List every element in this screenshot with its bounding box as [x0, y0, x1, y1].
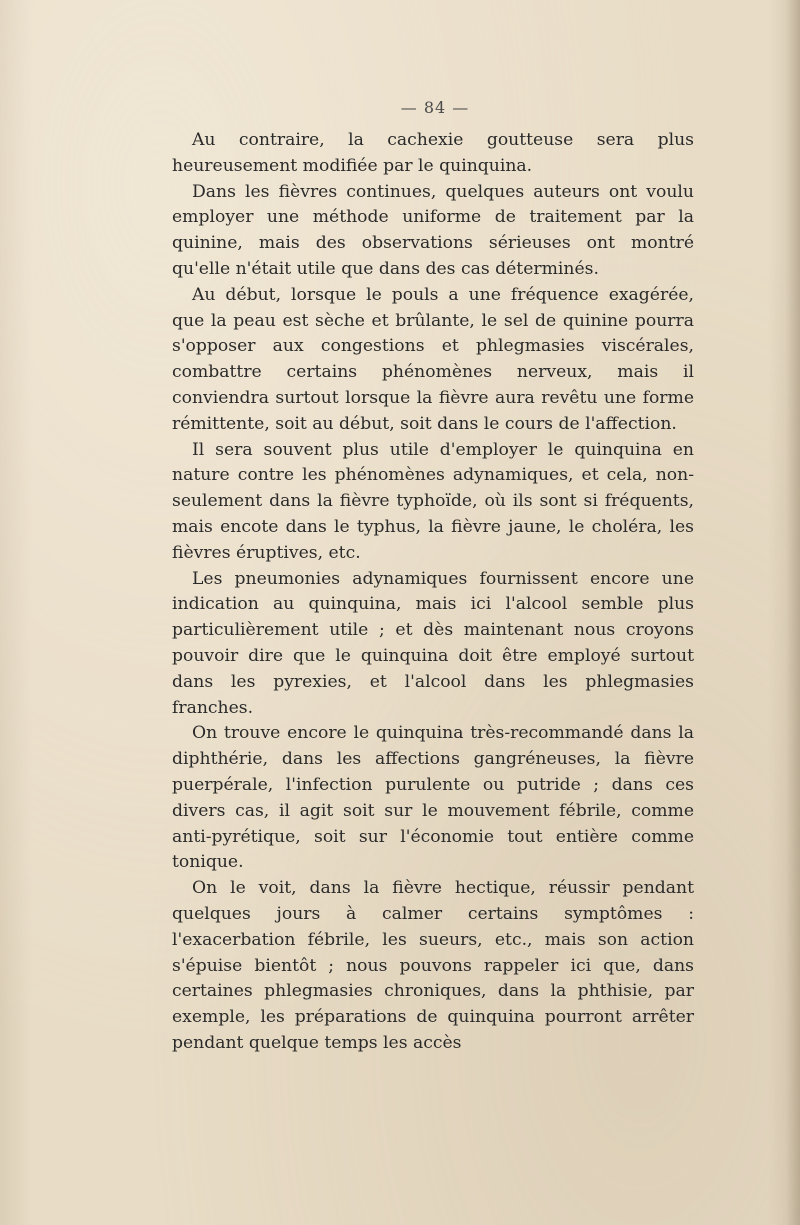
paragraph: On trouve encore le quinquina très-recommandé dans la diphthérie, dans les affections gangréneuses, la fièvre puerpérale, l'infection purulente ou putride ; dans ces divers cas, il agit soit sur le mouvement fébrile, comme anti-pyrétique, soit sur l'économie tout entière comme tonique. — [172, 723, 694, 873]
page-edge-shadow — [786, 0, 800, 1225]
paragraph: Il sera souvent plus utile d'employer le quinquina en nature contre les phénomènes adynamiques, et cela, non-seulement dans la fièvre typhoïde, où ils sont si fréquents, mais encote dans le typhus, la fièvre jaune, le choléra, les fièvres éruptives, etc. — [172, 439, 694, 563]
paragraph: Les pneumonies adynamiques fournissent encore une indication au quinquina, mais ici l'alcool semble plus particulièrement utile ; et dès maintenant nous croyons pouvoir dire que le quinquina doit être employé surtout dans les pyrexies, et l'alcool dans les phlegmasies franches. — [172, 568, 694, 718]
paragraph: Au contraire, la cachexie goutteuse sera plus heureusement modifiée par le quinquina. — [172, 130, 694, 176]
body-text — [172, 128, 694, 1057]
paragraph: Dans les fièvres continues, quelques auteurs ont voulu employer une méthode uniforme de traitement par la quinine, mais des observations sérieuses ont montré qu'elle n'était utile que dans des cas déterminés. — [172, 181, 694, 279]
paragraph: On le voit, dans la fièvre hectique, réussir pendant quelques jours à calmer certains symptômes : l'exacerbation fébrile, les sueurs, etc., mais son action s'épuise bientôt ; nous pouvons rappeler ici que, dans certaines phlegmasies chroniques, dans la phthisie, par exemple, les préparations de quinquina pourront arrêter pendant quelque temps les accès — [172, 878, 694, 1053]
paragraph: Au début, lorsque le pouls a une fréquence exagérée, que la peau est sèche et brûlante, le sel de quinine pourra s'opposer aux congestions et phlegmasies viscérales, combattre certains phénomènes nerveux, mais il conviendra surtout lorsque la fièvre aura revêtu une forme rémittente, soit au début, soit dans le cours de l'affection. — [172, 284, 694, 434]
page-number: — 84 — — [400, 98, 470, 117]
